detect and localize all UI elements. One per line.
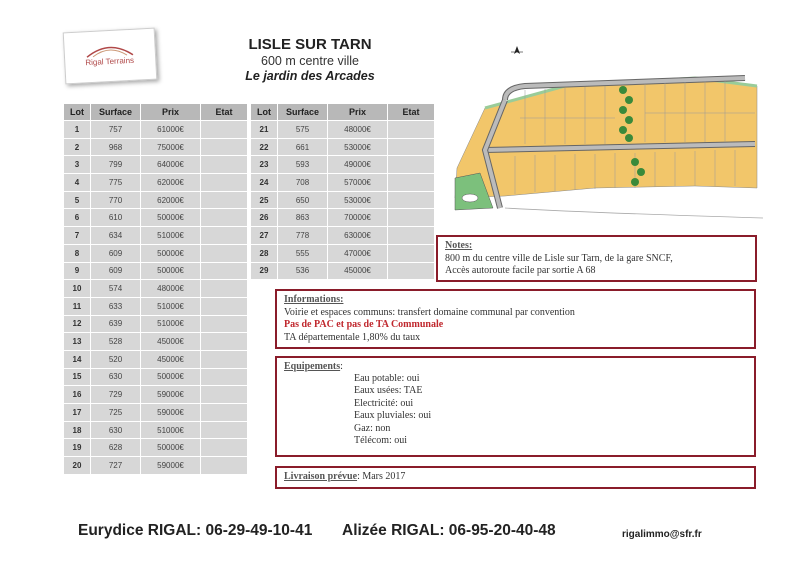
contact-email[interactable]: rigalimmo@sfr.fr xyxy=(622,529,702,540)
table-row xyxy=(64,121,248,139)
prix-cell: 59000€ xyxy=(141,404,201,422)
prix-cell: 48000€ xyxy=(328,121,388,139)
table-row xyxy=(251,174,435,192)
table-row xyxy=(64,138,248,156)
lot-cell: 14 xyxy=(64,350,91,368)
table-row xyxy=(64,244,248,262)
surface-cell: 609 xyxy=(91,244,141,262)
etat-cell xyxy=(201,297,248,315)
surface-cell: 778 xyxy=(278,227,328,245)
surface-cell: 630 xyxy=(91,368,141,386)
table-row xyxy=(64,156,248,174)
prix-cell: 70000€ xyxy=(328,209,388,227)
notes-heading: Notes: xyxy=(445,240,473,251)
surface-cell: 634 xyxy=(91,227,141,245)
contact-alizee: Alizée RIGAL: 06-95-20-40-48 xyxy=(342,522,556,539)
lot-cell: 21 xyxy=(251,121,278,139)
lot-cell: 27 xyxy=(251,227,278,245)
surface-cell: 799 xyxy=(91,156,141,174)
prix-cell: 45000€ xyxy=(141,350,201,368)
prix-cell: 75000€ xyxy=(141,138,201,156)
logo xyxy=(63,28,158,85)
etat-cell xyxy=(201,315,248,333)
col-prix: Prix xyxy=(328,104,388,121)
prix-cell: 57000€ xyxy=(328,174,388,192)
etat-cell xyxy=(201,439,248,457)
surface-cell: 528 xyxy=(91,333,141,351)
etat-cell xyxy=(388,191,435,209)
page-header xyxy=(220,36,400,83)
prix-cell: 51000€ xyxy=(141,421,201,439)
prix-cell: 53000€ xyxy=(328,191,388,209)
etat-cell xyxy=(201,138,248,156)
etat-cell xyxy=(201,191,248,209)
informations-box xyxy=(275,289,756,349)
lot-cell: 8 xyxy=(64,244,91,262)
etat-cell xyxy=(201,156,248,174)
distance-subtitle: 600 m centre ville xyxy=(261,54,359,68)
lot-cell: 3 xyxy=(64,156,91,174)
lot-cell: 16 xyxy=(64,386,91,404)
equipement-item: Electricité: oui xyxy=(354,397,414,409)
surface-cell: 708 xyxy=(278,174,328,192)
table-row xyxy=(64,333,248,351)
surface-cell: 610 xyxy=(91,209,141,227)
lot-cell: 7 xyxy=(64,227,91,245)
lot-cell: 25 xyxy=(251,191,278,209)
surface-cell: 650 xyxy=(278,191,328,209)
surface-cell: 633 xyxy=(91,297,141,315)
etat-cell xyxy=(201,386,248,404)
table-row xyxy=(64,191,248,209)
notes-box xyxy=(436,235,757,282)
col-surface: Surface xyxy=(278,104,328,121)
surface-cell: 628 xyxy=(91,439,141,457)
col-lot: Lot xyxy=(251,104,278,121)
etat-cell xyxy=(201,350,248,368)
col-etat: Etat xyxy=(388,104,435,121)
etat-cell xyxy=(201,174,248,192)
prix-cell: 62000€ xyxy=(141,191,201,209)
surface-cell: 725 xyxy=(91,404,141,422)
project-name: Le jardin des Arcades xyxy=(245,69,375,83)
etat-cell xyxy=(388,262,435,280)
contact-eurydice: Eurydice RIGAL: 06-29-49-10-41 xyxy=(78,522,313,539)
prix-cell: 64000€ xyxy=(141,156,201,174)
table-row xyxy=(64,350,248,368)
surface-cell: 729 xyxy=(91,386,141,404)
table-row xyxy=(64,404,248,422)
etat-cell xyxy=(201,280,248,298)
surface-cell: 968 xyxy=(91,138,141,156)
prix-cell: 51000€ xyxy=(141,297,201,315)
lot-cell: 5 xyxy=(64,191,91,209)
lot-cell: 19 xyxy=(64,439,91,457)
prix-cell: 50000€ xyxy=(141,439,201,457)
notes-line: Accès autoroute facile par sortie A 68 xyxy=(445,265,596,276)
prix-cell: 53000€ xyxy=(328,138,388,156)
prix-cell: 49000€ xyxy=(328,156,388,174)
etat-cell xyxy=(201,262,248,280)
prix-cell: 61000€ xyxy=(141,121,201,139)
etat-cell xyxy=(201,333,248,351)
lot-cell: 18 xyxy=(64,421,91,439)
etat-cell xyxy=(388,227,435,245)
prix-cell: 62000€ xyxy=(141,174,201,192)
equipements-box: Equipements: Eau potable: oui Eaux usées: TAE Electricité: oui Eaux pluviales: oui Gaz: non Télécom: oui xyxy=(275,356,756,457)
equipements-heading: Equipements xyxy=(284,361,341,372)
lot-cell: 20 xyxy=(64,457,91,475)
surface-cell: 630 xyxy=(91,421,141,439)
lot-cell: 4 xyxy=(64,174,91,192)
table-row xyxy=(64,209,248,227)
etat-cell xyxy=(388,156,435,174)
surface-cell: 727 xyxy=(91,457,141,475)
table-row xyxy=(64,439,248,457)
table-row xyxy=(251,121,435,139)
lots-table-left xyxy=(63,103,248,475)
lot-cell: 2 xyxy=(64,138,91,156)
table-row xyxy=(64,262,248,280)
lot-cell: 29 xyxy=(251,262,278,280)
informations-line: Voirie et espaces communs: transfert domaine communal par convention xyxy=(284,306,575,318)
livraison-box: Livraison prévue: Mars 2017 xyxy=(275,466,756,489)
prix-cell: 48000€ xyxy=(141,280,201,298)
surface-cell: 536 xyxy=(278,262,328,280)
site-plan-map xyxy=(445,38,763,228)
surface-cell: 661 xyxy=(278,138,328,156)
etat-cell xyxy=(388,121,435,139)
lot-cell: 15 xyxy=(64,368,91,386)
surface-cell: 639 xyxy=(91,315,141,333)
table-row xyxy=(64,227,248,245)
informations-highlight: Pas de PAC et pas de TA Communale xyxy=(284,319,444,330)
lot-cell: 1 xyxy=(64,121,91,139)
livraison-heading: Livraison prévue xyxy=(284,471,358,482)
surface-cell: 770 xyxy=(91,191,141,209)
col-etat: Etat xyxy=(201,104,248,121)
prix-cell: 50000€ xyxy=(141,262,201,280)
table-row xyxy=(251,191,435,209)
table-row xyxy=(251,156,435,174)
table-row xyxy=(64,297,248,315)
surface-cell: 520 xyxy=(91,350,141,368)
lot-cell: 11 xyxy=(64,297,91,315)
surface-cell: 575 xyxy=(278,121,328,139)
surface-cell: 757 xyxy=(91,121,141,139)
informations-line: TA départementale 1,80% du taux xyxy=(284,331,421,343)
table-row xyxy=(64,280,248,298)
prix-cell: 45000€ xyxy=(328,262,388,280)
lot-cell: 6 xyxy=(64,209,91,227)
logo-text: Rigal Terrains xyxy=(85,55,135,68)
table-row xyxy=(64,368,248,386)
table-row xyxy=(251,138,435,156)
surface-cell: 555 xyxy=(278,244,328,262)
col-lot: Lot xyxy=(64,104,91,121)
lot-cell: 22 xyxy=(251,138,278,156)
prix-cell: 59000€ xyxy=(141,386,201,404)
surface-cell: 863 xyxy=(278,209,328,227)
prix-cell: 50000€ xyxy=(141,244,201,262)
lots-table-right xyxy=(250,103,435,280)
prix-cell: 51000€ xyxy=(141,315,201,333)
etat-cell xyxy=(388,209,435,227)
surface-cell: 593 xyxy=(278,156,328,174)
etat-cell xyxy=(201,404,248,422)
lot-cell: 26 xyxy=(251,209,278,227)
etat-cell xyxy=(388,138,435,156)
table-row xyxy=(64,421,248,439)
table-row xyxy=(251,227,435,245)
table-row xyxy=(251,244,435,262)
lot-cell: 9 xyxy=(64,262,91,280)
table-row xyxy=(251,209,435,227)
etat-cell xyxy=(388,174,435,192)
col-prix: Prix xyxy=(141,104,201,121)
lot-cell: 12 xyxy=(64,315,91,333)
etat-cell xyxy=(201,244,248,262)
prix-cell: 59000€ xyxy=(141,457,201,475)
etat-cell xyxy=(201,457,248,475)
surface-cell: 775 xyxy=(91,174,141,192)
lot-cell: 24 xyxy=(251,174,278,192)
etat-cell xyxy=(201,421,248,439)
table-row xyxy=(64,315,248,333)
prix-cell: 63000€ xyxy=(328,227,388,245)
etat-cell xyxy=(388,244,435,262)
livraison-value: Mars 2017 xyxy=(362,471,406,482)
lot-cell: 13 xyxy=(64,333,91,351)
table-row xyxy=(64,457,248,475)
table-row xyxy=(251,262,435,280)
lot-cell: 17 xyxy=(64,404,91,422)
etat-cell xyxy=(201,209,248,227)
informations-heading: Informations: xyxy=(284,294,344,305)
lot-cell: 28 xyxy=(251,244,278,262)
surface-cell: 609 xyxy=(91,262,141,280)
equipement-item: Eaux pluviales: oui xyxy=(354,410,432,421)
col-surface: Surface xyxy=(91,104,141,121)
equipement-item: Eaux usées: TAE xyxy=(354,385,423,396)
equipement-item: Télécom: oui xyxy=(354,435,408,446)
equipement-item: Eau potable: oui xyxy=(354,372,420,384)
compass-icon xyxy=(511,46,523,54)
lot-cell: 10 xyxy=(64,280,91,298)
city-title: LISLE SUR TARN xyxy=(248,36,372,53)
table-row xyxy=(64,174,248,192)
lot-cell: 23 xyxy=(251,156,278,174)
equipement-item: Gaz: non xyxy=(354,422,391,434)
prix-cell: 50000€ xyxy=(141,209,201,227)
prix-cell: 51000€ xyxy=(141,227,201,245)
etat-cell xyxy=(201,368,248,386)
prix-cell: 45000€ xyxy=(141,333,201,351)
notes-line: 800 m du centre ville de Lisle sur Tarn, de la gare SNCF, xyxy=(445,252,673,264)
etat-cell xyxy=(201,227,248,245)
prix-cell: 50000€ xyxy=(141,368,201,386)
surface-cell: 574 xyxy=(91,280,141,298)
etat-cell xyxy=(201,121,248,139)
table-row xyxy=(64,386,248,404)
prix-cell: 47000€ xyxy=(328,244,388,262)
